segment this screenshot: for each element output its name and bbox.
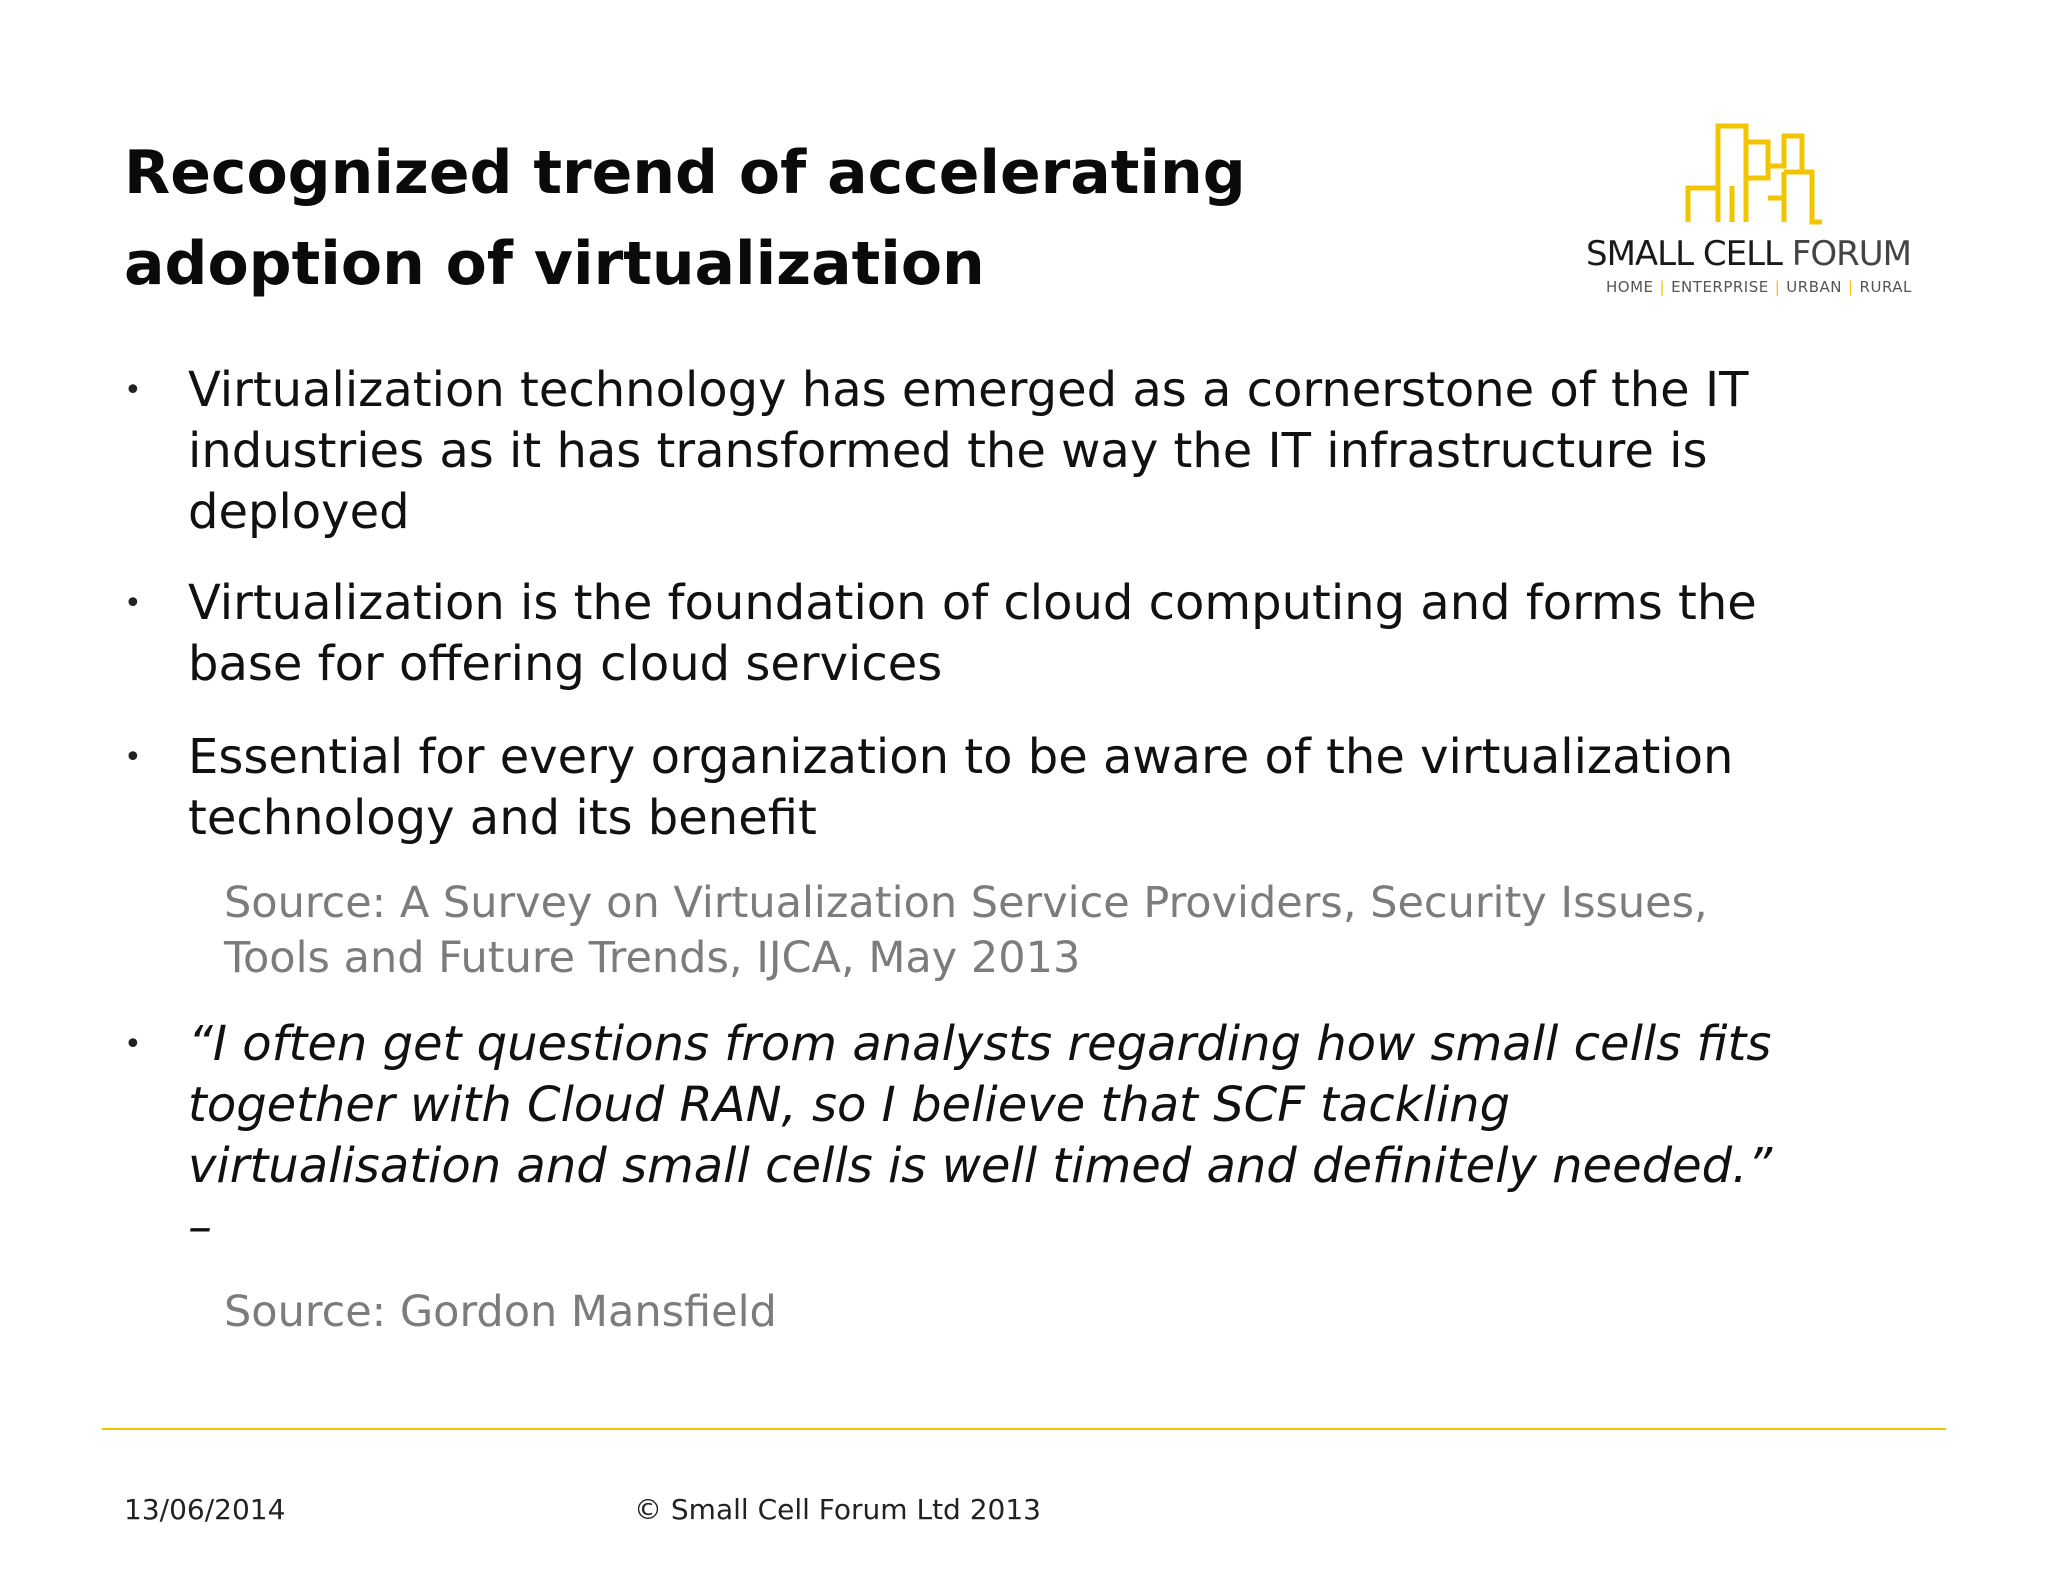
buildings-logo-icon [1684, 118, 1844, 228]
slide-title-line-1: Recognized trend of accelerating [124, 138, 1246, 208]
bullet-text-2: Virtualization is the foundation of cloud computing and forms the base for offering cloud services [188, 575, 1757, 692]
logo-tag-separator: | [1774, 278, 1781, 296]
logo-tagline [1606, 278, 1912, 296]
logo-tag-enterprise: ENTERPRISE [1671, 278, 1769, 296]
logo-tag-separator: | [1847, 278, 1854, 296]
logo-wordmark-part-1: SMALL CELL [1586, 234, 1782, 274]
bullet-marker: • [124, 586, 142, 621]
small-cell-forum-logo [1580, 118, 1960, 302]
footer-copyright: © Small Cell Forum Ltd 2013 [634, 1493, 1041, 1526]
bullet-quote-text: “I often get questions from analysts regarding how small cells fits together with Cloud RAN, so I believe that SCF tackling virtualisation and small cells is well timed and definitely needed.” – [188, 1016, 1773, 1255]
slide-title-line-2: adoption of virtualization [124, 229, 985, 299]
bullet-marker: • [124, 373, 142, 408]
bullet-text-1: Virtualization technology has emerged as a cornerstone of the IT industries as it has transformed the way the IT infrastructure is deployed [188, 362, 1749, 540]
footer-divider [102, 1428, 1946, 1430]
logo-wordmark [1586, 234, 1958, 274]
bullet-text-3: Essential for every organization to be aware of the virtualization technology and its benefit [188, 729, 1734, 846]
source-citation-2: Source: Gordon Mansfield [224, 1287, 777, 1337]
logo-tag-separator: | [1659, 278, 1666, 296]
logo-tag-urban: URBAN [1786, 278, 1842, 296]
source-citation-1: Source: A Survey on Virtualization Service Providers, Security Issues, Tools and Future Trends, IJCA, May 2013 [224, 878, 1708, 983]
slide-title [124, 128, 1424, 310]
logo-tag-home: HOME [1606, 278, 1654, 296]
bullet-marker: • [124, 1027, 142, 1062]
logo-tag-rural: RURAL [1859, 278, 1912, 296]
bullet-marker: • [124, 740, 142, 775]
footer-date: 13/06/2014 [124, 1493, 286, 1526]
logo-wordmark-part-2: FORUM [1791, 234, 1911, 274]
